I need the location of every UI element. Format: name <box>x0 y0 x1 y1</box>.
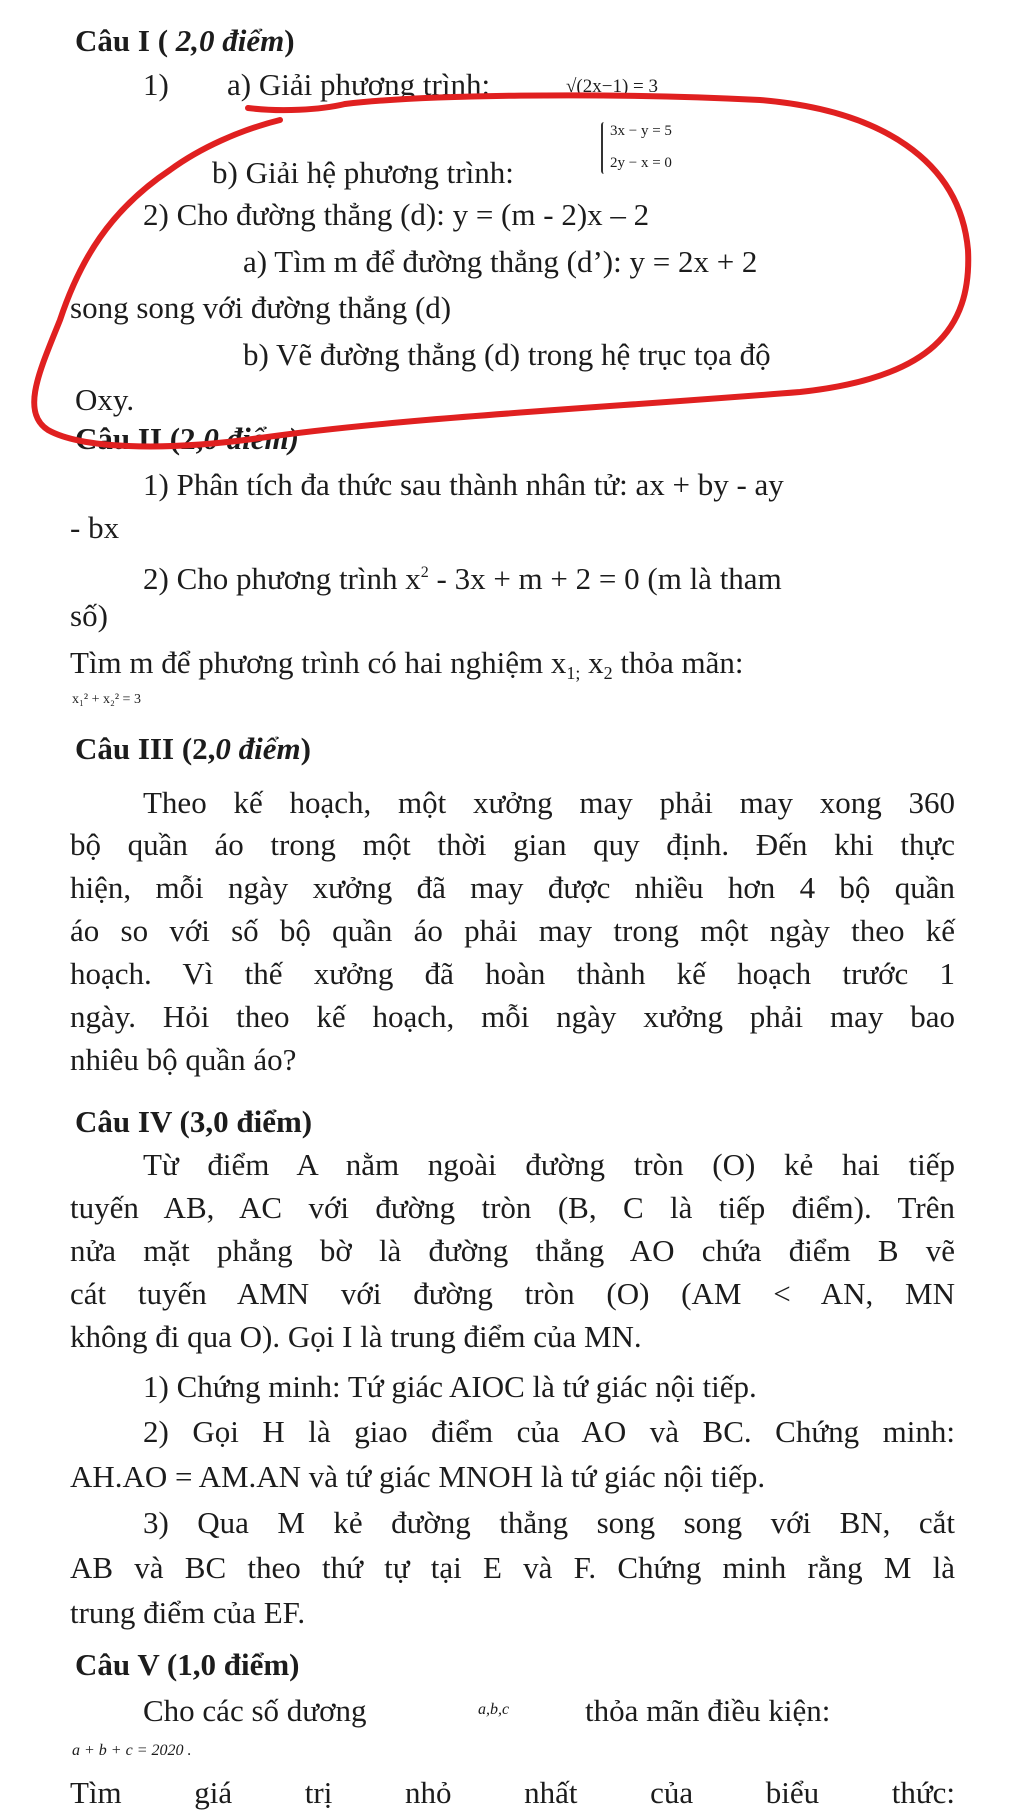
q3-line: áo so với số bộ quần áo phải may trong một ngày theo kế <box>70 913 955 948</box>
q5-line1-a: Cho các số dương <box>143 1693 367 1728</box>
q5-heading: Câu V (1,0 điểm) <box>75 1647 300 1682</box>
q3-line: Theo kế hoạch, một xưởng may phải may xong 360 <box>143 785 955 820</box>
q1-part2a-line1: a) Tìm m để đường thẳng (d’): y = 2x + 2 <box>243 244 758 279</box>
q3-line: nhiêu bộ quần áo? <box>70 1042 297 1077</box>
q5-condition: a + b + c = 2020 . <box>72 1742 192 1759</box>
q1-part1b-text: b) Giải hệ phương trình: <box>212 155 514 190</box>
q4-part3-line3: trung điểm của EF. <box>70 1595 306 1630</box>
q3-heading: Câu III (2,0 điểm) <box>75 731 311 766</box>
q3-line: ngày. Hỏi theo kế hoạch, mỗi ngày xưởng phải may bao <box>70 999 955 1034</box>
q4-part3-line2: AB và BC theo thứ tự tại E và F. Chứng minh rằng M là <box>70 1550 955 1585</box>
q3-line: hiện, mỗi ngày xưởng đã may được nhiều hơn 4 bộ quần <box>70 870 955 905</box>
q2-heading: Câu II (2,0 điểm) <box>75 421 299 456</box>
q5-line2: Tìm giá trị nhỏ nhất của biểu thức: <box>70 1775 955 1810</box>
q1-part2b-line1: b) Vẽ đường thẳng (d) trong hệ trục tọa độ <box>243 337 771 372</box>
circle-stroke <box>34 95 968 446</box>
q1-heading: Câu I ( 2,0 điểm) <box>75 23 295 58</box>
underline-stroke <box>248 104 345 110</box>
q4-line: không đi qua O). Gọi I là trung điểm của MN. <box>70 1319 642 1354</box>
q2-part1-line2: - bx <box>70 510 120 545</box>
q4-part2-line1: 2) Gọi H là giao điểm của AO và BC. Chứng minh: <box>143 1414 955 1449</box>
q3-line: bộ quần áo trong một thời gian quy định. Đến khi thực <box>70 827 955 862</box>
q1-part2a-line2: song song với đường thẳng (d) <box>70 290 452 325</box>
q3-line: hoạch. Vì thế xưởng đã hoàn thành kế hoạch trước 1 <box>70 956 955 991</box>
q4-line: tuyến AB, AC với đường tròn (B, C là tiếp điểm). Trên <box>70 1190 955 1225</box>
q4-line: nửa mặt phẳng bờ là đường thẳng AO chứa điểm B vẽ <box>70 1233 955 1268</box>
q5-line1-b: thỏa mãn điều kiện: <box>585 1693 831 1728</box>
q4-line: Từ điểm A nằm ngoài đường tròn (O) kẻ hai tiếp <box>143 1147 955 1182</box>
q4-part2-line2: AH.AO = AM.AN và tứ giác MNOH là tứ giác nội tiếp. <box>70 1459 766 1494</box>
q1-part1a-text: a) Giải phương trình: <box>227 67 491 102</box>
q2-part2-line1: 2) Cho phương trình $x^2 - 3x + m + 2 = 0$ (m là tham <box>143 561 782 596</box>
q2-part3-text: Tìm m để phương trình có hai nghiệm $x_{1;}$ $x_2$ thỏa mãn: <box>70 645 744 683</box>
q2-part3-equation: x₁² + x₂² = 3 <box>72 692 141 707</box>
q5-variables: a,b,c <box>478 1701 510 1718</box>
q4-heading: Câu IV (3,0 điểm) <box>75 1104 313 1139</box>
system-equation-1: 3x − y = 5 <box>610 123 672 139</box>
q4-part1: 1) Chứng minh: Tứ giác AIOC là tứ giác nội tiếp. <box>143 1369 757 1404</box>
q1-part2-text: 2) Cho đường thẳng (d): y = (m - 2)x – 2 <box>143 197 650 232</box>
q2-part2-line2: số) <box>70 598 108 633</box>
q1-part2b-line2: Oxy. <box>75 382 135 417</box>
q4-line: cát tuyến AMN với đường tròn (O) (AM < AN, MN <box>70 1276 955 1311</box>
q2-part1-line1: 1) Phân tích đa thức sau thành nhân tử: ax + by - ay <box>143 467 784 502</box>
q4-part3-line1: 3) Qua M kẻ đường thẳng song song với BN, cắt <box>143 1505 955 1540</box>
q1-part1-number: 1) <box>143 67 169 102</box>
system-equation-2: 2y − x = 0 <box>610 155 672 171</box>
q1-part1a-equation: √(2x−1) = 3 <box>566 76 659 97</box>
